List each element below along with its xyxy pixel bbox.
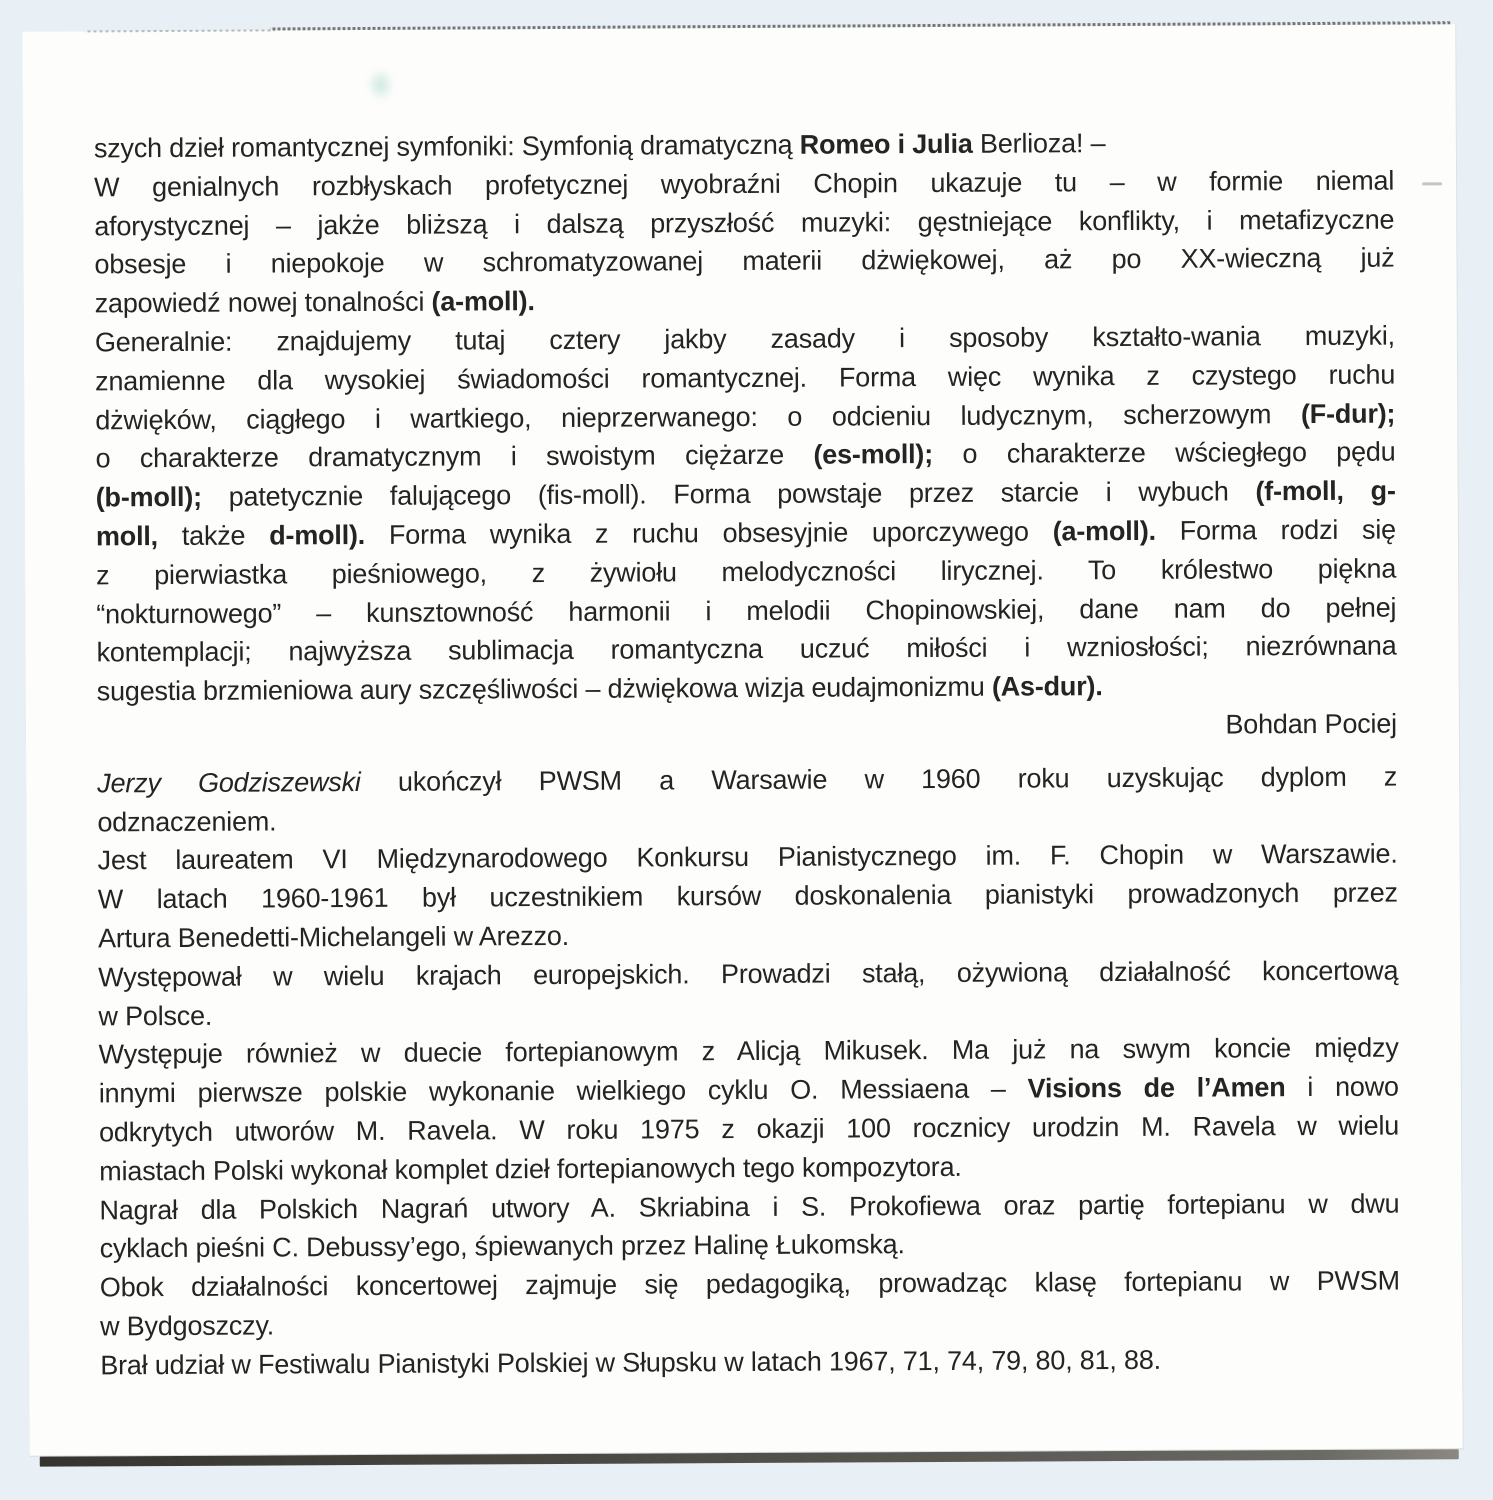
text-line bbox=[96, 472, 1396, 518]
para-symfonika bbox=[94, 123, 1395, 324]
text-segment: dżwięków, ciągłego i wartkiego, nieprzerwanego: o odcieniu ludycznym, scherzowym bbox=[95, 398, 1302, 435]
text-segment: szych dzieł romantycznej symfoniki: Symfonią dramatyczną bbox=[93, 129, 800, 164]
text-line bbox=[98, 835, 1398, 881]
scan-stray-dash-artifact bbox=[1422, 182, 1442, 185]
text-line bbox=[99, 1068, 1399, 1114]
text-line bbox=[96, 511, 1396, 557]
text-line bbox=[95, 394, 1395, 440]
text-segment: w Bydgoszczy. bbox=[99, 1310, 275, 1342]
text-segment: Jest laureatem VI Międzynarodowego Konkursu Pianistycznego im. F. Chopin w Warszawie. bbox=[97, 838, 1398, 876]
bold-text: (As-dur). bbox=[991, 671, 1103, 702]
text-segment: i nowo bbox=[1285, 1071, 1399, 1103]
text-segment: Brał udział w Festiwalu Pianistyki Polskiej w Słupsku w latach 1967, 71, 74, 79, 80, 81, 88. bbox=[100, 1344, 1161, 1381]
text-line bbox=[99, 1184, 1399, 1230]
para-biografia bbox=[97, 757, 1400, 1385]
bold-text: (f-moll, g- bbox=[1255, 475, 1396, 507]
text-line bbox=[98, 874, 1398, 920]
text-line bbox=[95, 278, 1395, 324]
text-segment: Forma wynika z ruchu obsesyjnie uporczywego bbox=[364, 516, 1053, 550]
text-segment: Obok działalności koncertowej zajmuje się pedagogiką, prowadząc klasę fortepianu w PWSM bbox=[99, 1265, 1400, 1303]
text-segment: Forma rodzi się bbox=[1155, 514, 1396, 546]
text-line bbox=[97, 757, 1397, 803]
bold-text: (es-moll); bbox=[813, 439, 934, 471]
text-segment: cyklach pieśni C. Debussy’ego, śpiewanych przez Halinę Łukomską. bbox=[99, 1229, 905, 1264]
text-line bbox=[95, 433, 1395, 479]
text-segment: kontemplacji; najwyższa sublimacja romantyczna uczuć miłości i wzniosłości; niezrównana bbox=[96, 630, 1397, 668]
bold-text: (F-dur); bbox=[1300, 398, 1396, 429]
scan-top-edge-artifact-faint bbox=[84, 29, 274, 32]
text-segment: aforystycznej – jakże bliższą i dalszą przyszłość muzyki: gęstniejące konflikty, i metafizyczne bbox=[94, 204, 1395, 241]
text-segment: Występował w wielu krajach europejskich. Prowadzi stałą, ożywioną działalność koncertową bbox=[98, 955, 1399, 993]
text-segment: zapowiedź nowej tonalności bbox=[94, 286, 432, 319]
text-line bbox=[96, 627, 1396, 673]
text-segment: odznaczeniem. bbox=[97, 805, 277, 837]
scan-smudge-artifact bbox=[366, 68, 394, 102]
text-segment: “nokturnowego” – kunsztowność harmonii i melodii Chopinowskiej, dane nam do pełnej bbox=[96, 592, 1397, 629]
text-segment: sugestia brzmieniowa aury szczęśliwości – dżwiękowa wizja eudajmonizmu bbox=[96, 671, 992, 707]
text-segment: Berlioza! – bbox=[972, 128, 1106, 159]
text-segment: Generalnie: znajdujemy tutaj cztery jakby zasady i sposoby kształto-wania muzyki, bbox=[94, 320, 1395, 358]
text-segment: o charakterze wściegłego pędu bbox=[932, 436, 1396, 470]
scan-top-edge-artifact bbox=[270, 21, 1450, 30]
text-line bbox=[94, 161, 1394, 207]
text-line bbox=[94, 239, 1394, 285]
bold-text: (a-moll). bbox=[1052, 515, 1156, 547]
text-line bbox=[98, 990, 1398, 1036]
text-line bbox=[94, 200, 1394, 246]
text-segment: miastach Polski wykonał komplet dzieł fortepianowych tego kompozytora. bbox=[99, 1151, 962, 1187]
text-line bbox=[100, 1223, 1400, 1269]
bold-text: d-moll). bbox=[269, 519, 366, 551]
text-line bbox=[100, 1339, 1400, 1385]
text-line bbox=[100, 1262, 1400, 1308]
bold-text: Romeo i Julia bbox=[799, 128, 973, 160]
text-segment: Artura Benedetti-Michelangeli w Arezzo. bbox=[97, 920, 570, 954]
text-line bbox=[98, 951, 1398, 997]
booklet-page bbox=[22, 24, 1463, 1455]
bold-text: (b-moll); bbox=[95, 482, 202, 513]
text-line bbox=[99, 1145, 1399, 1191]
text-line bbox=[98, 913, 1398, 959]
bold-text: (a-moll). bbox=[431, 286, 535, 317]
text-line bbox=[97, 666, 1397, 712]
text-segment: z pierwiastka pieśniowego, z żywiołu melodyczności lirycznej. To królestwo piękna bbox=[96, 553, 1397, 591]
text-segment: Występuje również w duecie fortepianowym z Alicją Mikusek. Ma już na swym koncie między bbox=[98, 1032, 1399, 1070]
byline: Bohdan Pociej bbox=[1225, 708, 1398, 740]
text-segment: o charakterze dramatycznym i swoistym ciężarze bbox=[95, 440, 814, 474]
text-area bbox=[94, 123, 1401, 1385]
text-segment: W latach 1960-1961 był uczestnikiem kursów doskonalenia pianistyki prowadzonych przez bbox=[97, 877, 1398, 915]
text-line bbox=[94, 123, 1394, 169]
text-segment: Nagrał dla Polskich Nagrań utwory A. Skriabina i S. Prokofiewa oraz partię fortepianu w dwu bbox=[99, 1188, 1400, 1225]
para-generalnie bbox=[95, 317, 1397, 712]
text-line bbox=[95, 317, 1395, 363]
text-line bbox=[97, 796, 1397, 842]
text-line bbox=[99, 1029, 1399, 1075]
scan-bottom-edge-shadow bbox=[40, 1449, 1459, 1466]
text-line bbox=[95, 355, 1395, 401]
bold-text: Visions de l’Amen bbox=[1027, 1072, 1286, 1104]
text-segment: odkrytych utworów M. Ravela. W roku 1975 z okazji 100 rocznicy urodzin M. Ravela w wielu bbox=[98, 1110, 1400, 1148]
text-line bbox=[100, 1300, 1400, 1346]
text-segment: obsesje i niepokoje w schromatyzowanej materii dżwiękowej, aż po XX-wieczną już bbox=[94, 242, 1395, 280]
text-block-lower bbox=[97, 757, 1400, 1385]
bold-text: moll, bbox=[95, 521, 159, 552]
text-segment: ukończył PWSM a Warsawie w 1960 roku uzyskując dyplom z bbox=[360, 761, 1398, 797]
text-segment: także bbox=[157, 520, 270, 552]
text-segment: innymi pierwsze polskie wykonanie wielkiego cyklu O. Messiaena – bbox=[98, 1073, 1028, 1109]
text-segment: W genialnych rozbłyskach profetycznej wyobraźni Chopin ukazuje tu – w formie niemal bbox=[94, 165, 1395, 203]
text-line bbox=[99, 1106, 1399, 1152]
text-segment: znamienne dla wysokiej świadomości romantycznej. Forma więc wynika z czystego ruchu bbox=[95, 359, 1396, 397]
text-line bbox=[96, 549, 1396, 595]
text-segment: patetycznie falującego (fis-moll). Forma powstaje przez starcie i wybuch bbox=[201, 476, 1256, 513]
text-block-upper bbox=[94, 123, 1397, 712]
text-line bbox=[96, 588, 1396, 634]
text-segment: w Polsce. bbox=[98, 1000, 213, 1031]
italic-text: Jerzy Godziszewski bbox=[97, 766, 361, 799]
